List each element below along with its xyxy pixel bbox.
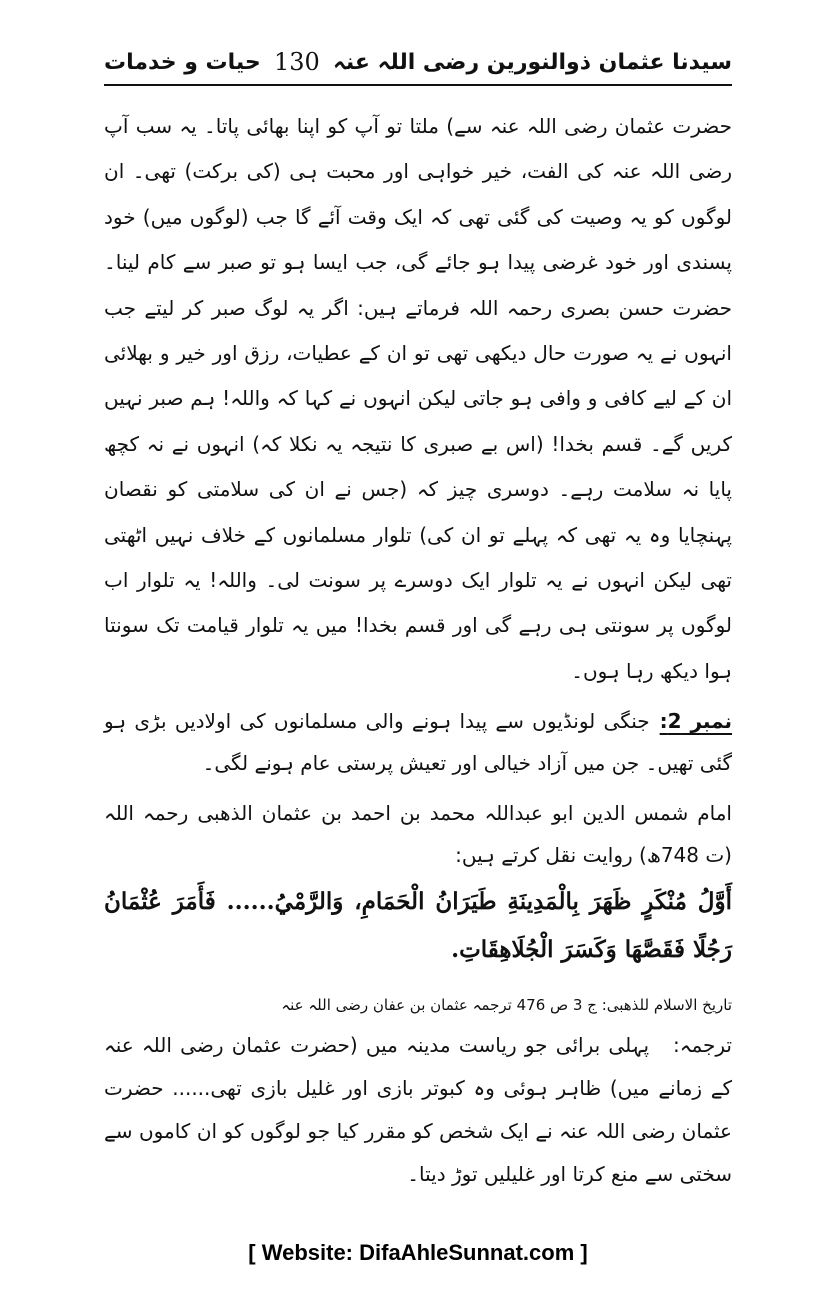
citation-intro: امام شمس الدین ابو عبداللہ محمد بن احمد بن عثمان الذھبی رحمہ اللہ (ت 748ھ) روایت نقل کرتے ہیں:: [104, 801, 732, 868]
website-footer: [ Website: DifaAhleSunnat.com ]: [248, 1240, 588, 1265]
book-title: سیدنا عثمان ذوالنورین رضی اللہ عنہ: [333, 49, 732, 75]
point-2: [104, 700, 732, 784]
translation-label: ترجمہ:: [673, 1033, 732, 1058]
page-number: 130: [273, 48, 320, 76]
point-2-text: جنگی لونڈیوں سے پیدا ہونے والی مسلمانوں کی اولادیں بڑی ہو گئی تھیں۔ جن میں آزاد خیالی اور تعیش پرستی عام ہونے لگی۔: [104, 709, 732, 776]
paragraph: حضرت عثمان رضی اللہ عنہ سے) ملتا تو آپ کو اپنا بھائی پاتا۔ یہ سب آپ رضی اللہ عنہ کی الفت، خیر خواہی اور محبت ہی (کی برکت) تھی۔ ان لوگوں کو یہ وصیت کی گئی تھی کہ ایک وقت آئے گا جب (لوگوں میں) خود پسندی اور خود غرضی پیدا ہو جائے گی، جب ایسا ہو تو صبر سے کام لینا۔ حضرت حسن بصری رحمہ اللہ فرماتے ہیں: اگر یہ لوگ صبر کر لیتے جب انہوں نے یہ صورت حال دیکھی تھی تو ان کے عطیات، رزق اور خیر و بھلائی ان کے لیے کافی و وافی ہو جاتی لیکن انہوں نے کہا کہ واللہ! ہم صبر نہیں کریں گے۔ قسم بخدا! (اس بے صبری کا نتیجہ یہ نکلا کہ) انہوں نے نہ کچھ پایا نہ سلامت رہے۔ دوسری چیز کہ (جس نے ان کی سلامتی کو نقصان پہنچایا وہ یہ تھی کہ پہلے تو ان کی) تلوار مسلمانوں کے خلاف نہیں اٹھتی تھی لیکن انہوں نے یہ تلوار ایک دوسرے پر سونت لی۔ واللہ! یہ تلوار اب لوگوں پر سونتی ہی رہے گی اور قسم بخدا! میں یہ تلوار قیامت تک سونتا ہوا دیکھ رہا ہوں۔: [104, 114, 732, 683]
translation: [104, 1024, 732, 1196]
reference: تاریخ الاسلام للذھبی: ج 3 ص 476 ترجمہ عثمان بن عفان رضی اللہ عنہ: [281, 996, 732, 1015]
page-header: [104, 40, 732, 86]
body-text: [104, 104, 732, 1196]
point-2-label: نمبر 2:: [659, 709, 732, 734]
arabic-quote: أَوَّلُ مُنْكَرٍ ظَهَرَ بِالْمَدِينَةِ طَيَرَانُ الْحَمَامِ، وَالرَّمْيُ...... فَأَمَرَ عُثْمَانُ رَجُلًا فَقَصَّهَا وَكَسَرَ الْجُلَاهِقَاتِ.: [104, 888, 732, 964]
section-title: حیات و خدمات: [104, 49, 261, 75]
translation-text: پہلی برائی جو ریاست مدینہ میں (حضرت عثمان رضی اللہ عنہ کے زمانے میں) ظاہر ہوئی وہ کبوتر بازی اور غلیل بازی تھی...... حضرت عثمان رضی اللہ عنہ نے ایک شخص کو مقرر کیا جو لوگوں کو ان کاموں سے سختی سے منع کرتا اور غلیلیں توڑ دیتا۔: [104, 1033, 732, 1187]
